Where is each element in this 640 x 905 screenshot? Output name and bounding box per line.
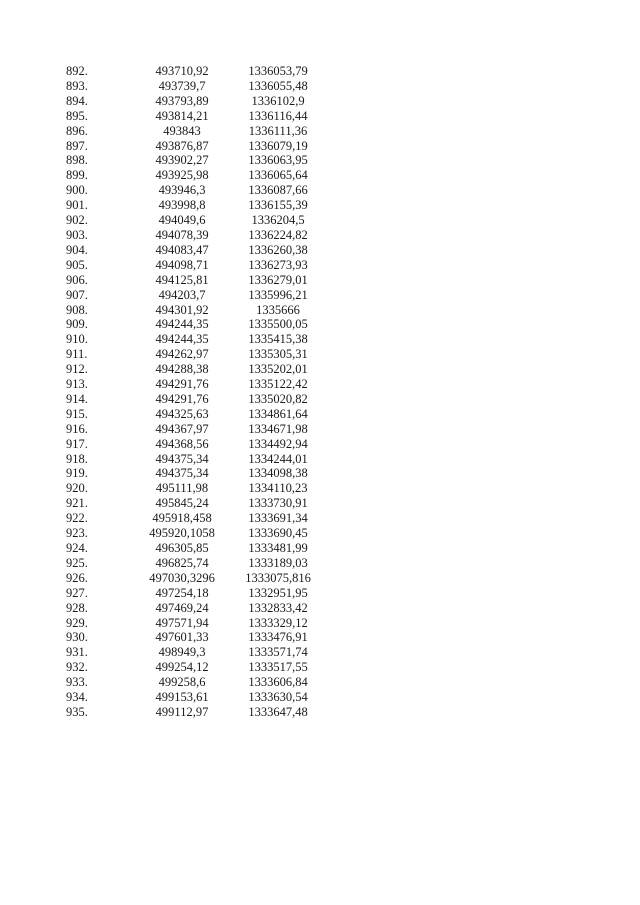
y-coordinate: 1334671,98 [248,421,308,436]
y-coordinate: 1334861,64 [248,406,308,421]
y-coordinate: 1333647,48 [248,704,308,719]
coordinate-table [66,64,320,720]
x-coordinate: 495920,1058 [149,526,215,541]
x-coordinate: 494301,92 [155,302,209,317]
table-row [66,422,320,437]
x-coordinate: 497030,3296 [149,570,215,585]
y-coordinate: 1333606,84 [248,675,308,690]
point-number: 902. [66,213,88,228]
x-coordinate: 494325,63 [155,406,209,421]
point-number: 912. [66,362,88,377]
point-number: 900. [66,183,88,198]
table-row [66,94,320,109]
x-coordinate: 497469,24 [155,600,209,615]
x-coordinate: 499153,61 [155,690,209,705]
point-number: 899. [66,168,88,183]
y-coordinate: 1333075,816 [245,570,311,585]
table-row [66,437,320,452]
point-number: 897. [66,138,88,153]
point-number: 907. [66,287,88,302]
y-coordinate: 1335305,31 [248,347,308,362]
x-coordinate: 497571,94 [155,615,209,630]
point-number: 929. [66,615,88,630]
point-number: 892. [66,64,88,78]
point-number: 901. [66,198,88,213]
x-coordinate: 494125,81 [155,272,209,287]
x-coordinate: 494291,76 [155,391,209,406]
y-coordinate: 1336065,64 [248,168,308,183]
point-number: 933. [66,675,88,690]
y-coordinate: 1336224,82 [248,227,308,242]
point-number: 919. [66,466,88,481]
y-coordinate: 1336079,19 [248,138,308,153]
x-coordinate: 494049,6 [158,213,206,228]
table-row [66,466,320,481]
y-coordinate: 1334492,94 [248,436,308,451]
x-coordinate: 493793,89 [155,93,209,108]
coordinate-table-body [66,64,320,720]
point-number: 925. [66,555,88,570]
y-coordinate: 1333329,12 [248,615,308,630]
y-coordinate: 1336087,66 [248,183,308,198]
table-row [66,511,320,526]
y-coordinate: 1335666 [256,302,300,317]
table-row [66,690,320,705]
table-row [66,168,320,183]
point-number: 903. [66,227,88,242]
point-number: 924. [66,541,88,555]
x-coordinate: 494367,97 [155,421,209,436]
point-number: 905. [66,257,88,272]
x-coordinate: 497254,18 [155,585,209,600]
x-coordinate: 494078,39 [155,227,209,242]
x-coordinate: 494375,34 [155,466,209,481]
table-row [66,601,320,616]
y-coordinate: 1333690,45 [248,526,308,541]
x-coordinate: 494083,47 [155,242,209,257]
table-row [66,288,320,303]
table-row [66,317,320,332]
y-coordinate: 1336204,5 [251,213,305,228]
x-coordinate: 493902,27 [155,153,209,168]
table-row [66,392,320,407]
x-coordinate: 494244,35 [155,332,209,347]
table-row [66,705,320,720]
table-row [66,79,320,94]
table-row [66,258,320,273]
y-coordinate: 1336279,01 [248,272,308,287]
table-row [66,407,320,422]
x-coordinate: 496825,74 [155,555,209,570]
y-coordinate: 1332833,42 [248,600,308,615]
point-number: 923. [66,526,88,541]
y-coordinate: 1336055,48 [248,78,308,93]
point-number: 934. [66,690,88,705]
y-coordinate: 1334110,23 [248,481,308,496]
point-number: 893. [66,78,88,93]
point-number: 932. [66,660,88,675]
table-row [66,630,320,645]
table-row [66,481,320,496]
x-coordinate: 494203,7 [158,287,206,302]
y-coordinate: 1335500,05 [248,317,308,332]
point-number: 931. [66,645,88,660]
x-coordinate: 494262,97 [155,347,209,362]
x-coordinate: 495845,24 [155,496,209,511]
table-row [66,452,320,467]
point-number: 921. [66,496,88,511]
table-row [66,109,320,124]
y-coordinate: 1333476,91 [248,630,308,645]
table-row [66,377,320,392]
y-coordinate: 1335122,42 [248,377,308,392]
table-row [66,198,320,213]
x-coordinate: 494098,71 [155,257,209,272]
table-row [66,645,320,660]
point-number: 930. [66,630,88,645]
x-coordinate: 494368,56 [155,436,209,451]
y-coordinate: 1333517,55 [248,660,308,675]
y-coordinate: 1335415,38 [248,332,308,347]
x-coordinate: 495111,98 [155,481,209,496]
y-coordinate: 1333730,91 [248,496,308,511]
x-coordinate: 498949,3 [158,645,206,660]
y-coordinate: 1333481,99 [248,541,308,555]
x-coordinate: 493710,92 [155,64,209,78]
table-row [66,303,320,318]
point-number: 916. [66,421,88,436]
x-coordinate: 499258,6 [158,675,206,690]
x-coordinate: 493843 [163,123,201,138]
y-coordinate: 1332951,95 [248,585,308,600]
point-number: 896. [66,123,88,138]
x-coordinate: 494375,34 [155,451,209,466]
x-coordinate: 493946,3 [158,183,206,198]
point-number: 913. [66,377,88,392]
point-number: 920. [66,481,88,496]
y-coordinate: 1336063,95 [248,153,308,168]
y-coordinate: 1336111,36 [248,123,308,138]
point-number: 915. [66,406,88,421]
point-number: 908. [66,302,88,317]
x-coordinate: 499112,97 [155,704,209,719]
x-coordinate: 493739,7 [158,78,206,93]
table-row [66,496,320,511]
x-coordinate: 493876,87 [155,138,209,153]
x-coordinate: 495918,458 [152,511,212,526]
table-row [66,362,320,377]
y-coordinate: 1336155,39 [248,198,308,213]
point-number: 918. [66,451,88,466]
point-number: 909. [66,317,88,332]
table-row [66,332,320,347]
point-number: 898. [66,153,88,168]
y-coordinate: 1336116,44 [248,108,308,123]
table-row [66,153,320,168]
table-row [66,660,320,675]
y-coordinate: 1336053,79 [248,64,308,78]
point-number: 904. [66,242,88,257]
point-number: 928. [66,600,88,615]
table-row [66,616,320,631]
y-coordinate: 1333189,03 [248,555,308,570]
table-row [66,64,320,79]
table-row [66,213,320,228]
y-coordinate: 1335202,01 [248,362,308,377]
y-coordinate: 1333630,54 [248,690,308,705]
point-number: 922. [66,511,88,526]
point-number: 911. [66,347,88,362]
table-row [66,586,320,601]
x-coordinate: 496305,85 [155,541,209,555]
point-number: 935. [66,704,88,719]
table-row [66,526,320,541]
x-coordinate: 494291,76 [155,377,209,392]
y-coordinate: 1334244,01 [248,451,308,466]
table-row [66,243,320,258]
x-coordinate: 493998,8 [158,198,206,213]
table-row [66,675,320,690]
x-coordinate: 497601,33 [155,630,209,645]
point-number: 914. [66,391,88,406]
table-row [66,139,320,154]
x-coordinate: 494288,38 [155,362,209,377]
table-row [66,347,320,362]
x-coordinate: 499254,12 [155,660,209,675]
table-row [66,571,320,586]
y-coordinate: 1336273,93 [248,257,308,272]
x-coordinate: 493814,21 [155,108,209,123]
point-number: 926. [66,570,88,585]
y-coordinate: 1333691,34 [248,511,308,526]
y-coordinate: 1335996,21 [248,287,308,302]
point-number: 910. [66,332,88,347]
point-number: 927. [66,585,88,600]
table-row [66,183,320,198]
point-number: 894. [66,93,88,108]
table-row [66,556,320,571]
y-coordinate: 1333571,74 [248,645,308,660]
table-row [66,273,320,288]
x-coordinate: 493925,98 [155,168,209,183]
point-number: 917. [66,436,88,451]
table-row [66,228,320,243]
table-row [66,541,320,556]
y-coordinate: 1335020,82 [248,391,308,406]
x-coordinate: 494244,35 [155,317,209,332]
y-coordinate: 1336102,9 [251,93,305,108]
y-coordinate: 1336260,38 [248,242,308,257]
table-row [66,124,320,139]
y-coordinate: 1334098,38 [248,466,308,481]
point-number: 895. [66,108,88,123]
point-number: 906. [66,272,88,287]
